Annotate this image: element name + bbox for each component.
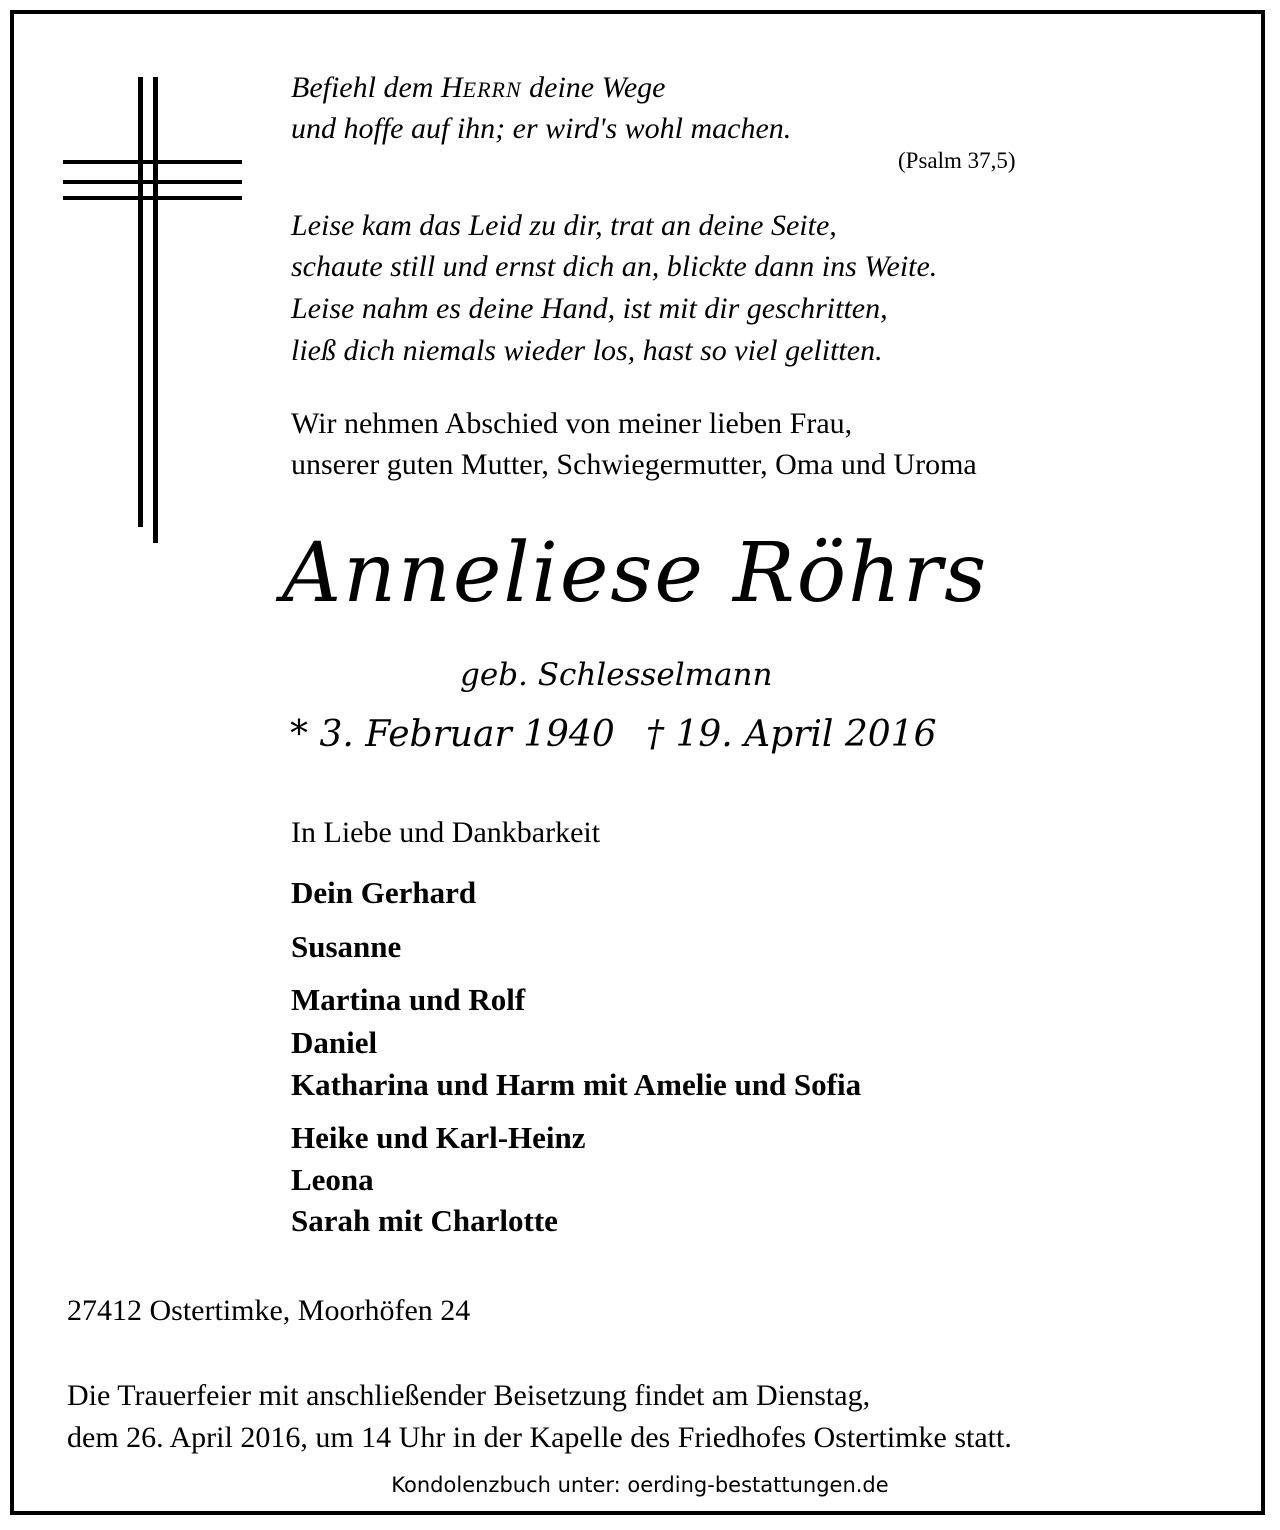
- ceremony-line-2: dem 26. April 2016, um 14 Uhr in der Kapelle des Friedhofes Ostertimke statt.: [67, 1421, 1012, 1454]
- poem-line-1: Leise kam das Leid zu dir, trat an deine Seite,: [291, 209, 837, 242]
- poem-line-4: ließ dich niemals wieder los, hast so viel gelitten.: [291, 334, 883, 367]
- mourner: Daniel: [291, 1025, 378, 1060]
- psalm-reference: (Psalm 37,5): [898, 148, 1016, 173]
- farewell-line-1: Wir nehmen Abschied von meiner lieben Frau,: [291, 407, 853, 440]
- poem-line-2: schaute still und ernst dich an, blickte dann ins Weite.: [291, 250, 938, 283]
- mourner: Martina und Rolf: [291, 982, 526, 1017]
- maiden-name: geb. Schlesselmann: [460, 657, 773, 693]
- mourner: Susanne: [291, 929, 402, 964]
- mourner: Dein Gerhard: [291, 875, 477, 910]
- mourner: Katharina und Harm mit Amelie und Sofia: [291, 1067, 862, 1102]
- condolence-note: Kondolenzbuch unter: oerding-bestattungen.de: [391, 1473, 889, 1497]
- mourner: Sarah mit Charlotte: [291, 1203, 558, 1238]
- deceased-name: Anneliese Röhrs: [282, 526, 989, 621]
- farewell-line-2: unserer guten Mutter, Schwiegermutter, Oma und Uroma: [291, 448, 977, 481]
- birth-date: * 3. Februar 1940: [290, 714, 615, 755]
- psalm-line-2: und hoffe auf ihn; er wird's wohl machen.: [291, 112, 792, 145]
- mourner: Heike und Karl-Heinz: [291, 1120, 586, 1155]
- psalm-line-1: Befiehl dem HERRN deine Wege: [291, 71, 666, 104]
- closing-line: In Liebe und Dankbarkeit: [291, 816, 601, 849]
- ceremony-line-1: Die Trauerfeier mit anschließender Beisetzung findet am Dienstag,: [67, 1379, 871, 1412]
- mourner: Leona: [291, 1162, 374, 1197]
- poem-line-3: Leise nahm es deine Hand, ist mit dir geschritten,: [291, 292, 888, 325]
- address: 27412 Ostertimke, Moorhöfen 24: [67, 1294, 471, 1327]
- death-date: † 19. April 2016: [646, 714, 937, 755]
